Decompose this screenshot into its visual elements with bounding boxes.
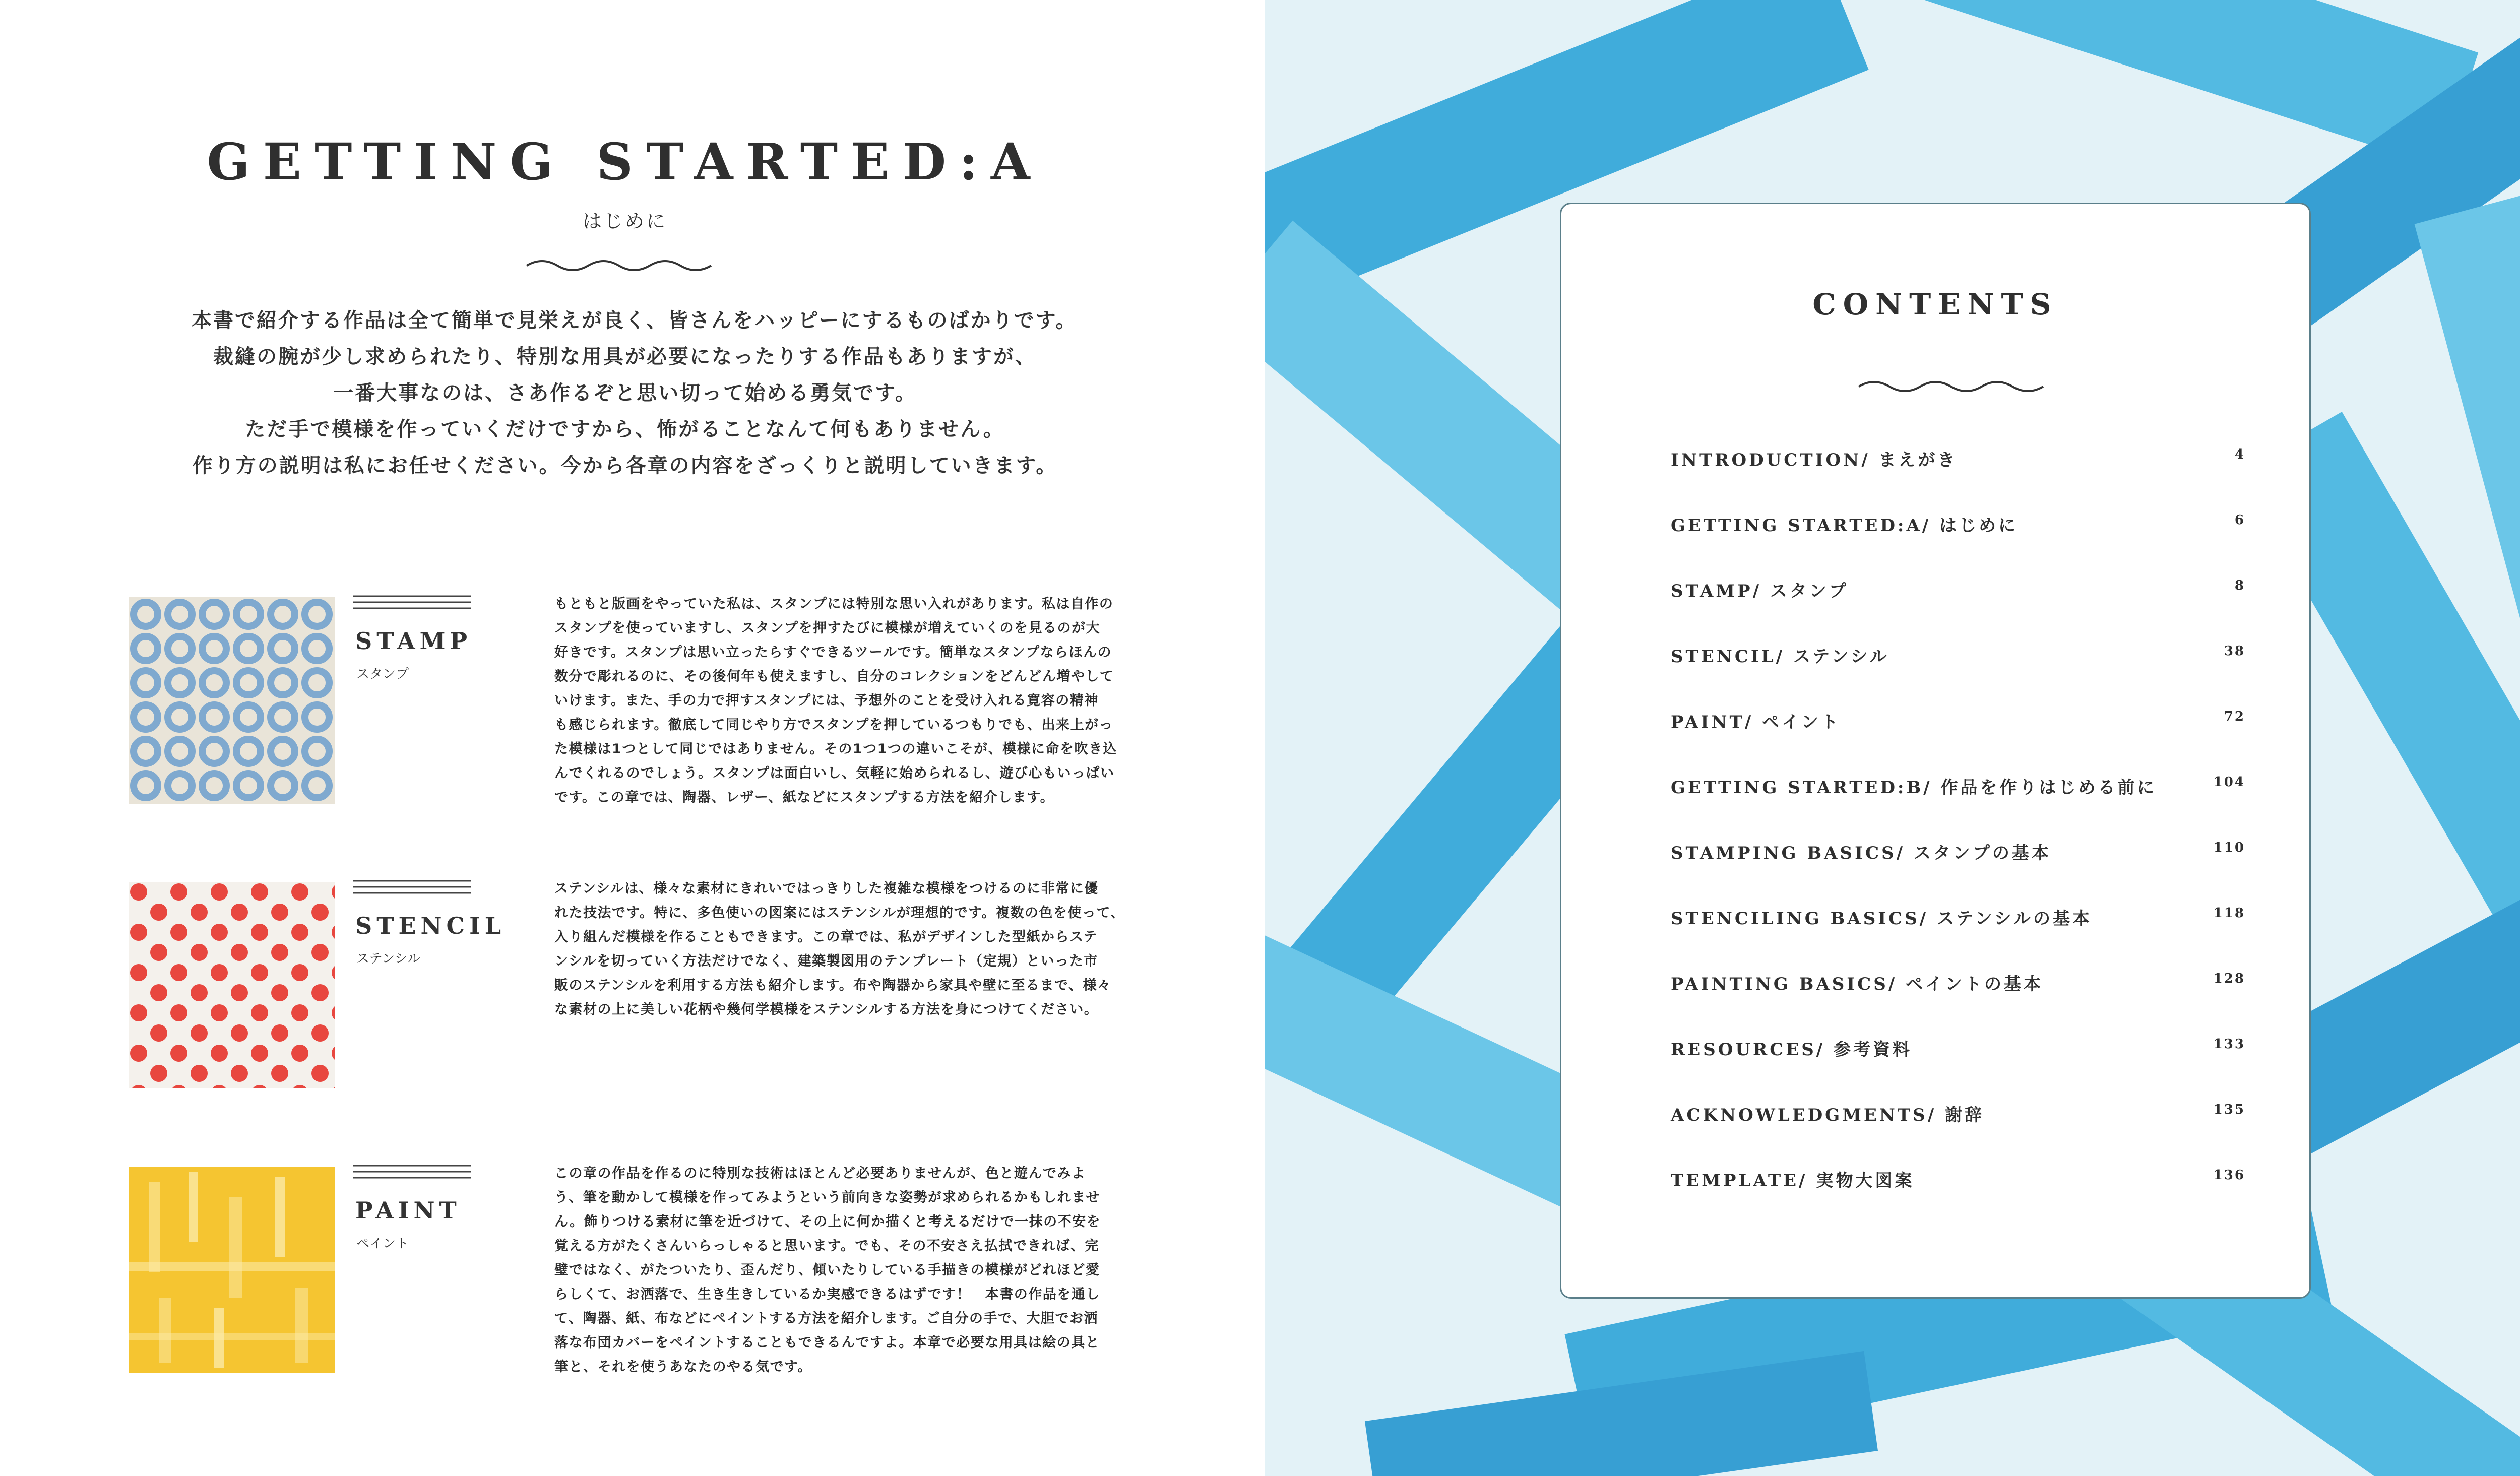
toc-entry[interactable] [1671,970,2245,1000]
section-title: STENCIL [355,912,506,939]
page-subtitle: はじめに [582,210,667,232]
body-line: んでくれるのでしょう。スタンプは面白いし、気軽に始められるし、遊び心もいっぱい [554,765,1115,781]
toc-page-number: 38 [2224,644,2245,659]
toc-page-number: 118 [2213,906,2245,921]
page-title: GETTING STARTED:A [207,132,1043,191]
toc-entry[interactable] [1671,1167,2245,1197]
paint-section [129,1167,1137,1378]
body-line: 好きです。スタンプは思い立ったらすぐできるツールです。簡単なスタンプならほんの [554,645,1112,660]
toc-page-number: 8 [2234,578,2245,593]
triple-rule-icon [353,1163,471,1183]
body-line: いけます。また、手の力で押すスタンプには、予想外のことを受け入れる寛容の精神 [554,693,1099,709]
triple-rule-icon [353,878,471,898]
toc-page-number: 135 [2213,1102,2245,1117]
intro-line: 作り方の説明は私にお任せください。今から各章の内容をざっくりと説明していきます。 [192,454,1058,477]
toc-page-number: 136 [2213,1168,2245,1183]
toc-label: RESOURCES/ 参考資料 [1671,1040,1913,1060]
toc-label: PAINTING BASICS/ ペイントの基本 [1671,974,2044,994]
toc-label: STAMPING BASICS/ スタンプの基本 [1671,843,2051,863]
toc-page-number: 110 [2213,840,2245,855]
toc-entry[interactable] [1671,1036,2245,1066]
toc-label: INTRODUCTION/ まえがき [1671,450,1958,470]
toc-entry[interactable] [1671,643,2245,673]
toc-entry[interactable] [1671,577,2245,607]
toc-label: GETTING STARTED:B/ 作品を作りはじめる前に [1671,778,2157,798]
toc-label: GETTING STARTED:A/ はじめに [1671,516,2019,536]
intro-line: ただ手で模様を作っていくだけですから、怖がることなんて何もありません。 [245,418,1005,441]
section-kana: ステンシル [356,951,420,967]
section-kana: ペイント [356,1236,409,1251]
section-kana: スタンプ [356,667,409,682]
contents-panel [1560,203,2311,1299]
paint-pattern-image [129,1167,335,1373]
toc-page-number: 4 [2234,447,2245,462]
stencil-section [129,882,1137,1094]
wave-divider-icon [524,254,716,275]
right-page [1265,0,2520,1476]
toc-label: ACKNOWLEDGMENTS/ 謝辞 [1671,1105,1984,1125]
toc-label: STENCIL/ ステンシル [1671,647,1889,667]
body-line: です。この章では、陶器、レザー、紙などにスタンプする方法を紹介します。 [554,790,1055,805]
body-line: ステンシルは、様々な素材にきれいではっきりした複雑な模様をつけるのに非常に優 [554,881,1099,896]
body-line: 販のステンシルを利用する方法も紹介します。布や陶器から家具や壁に至るまで、様々 [554,978,1112,993]
contents-title: CONTENTS [1812,287,2058,322]
body-line: もともと版画をやっていた私は、スタンプには特別な思い入れがあります。私は自作の [554,596,1114,612]
toc-label: TEMPLATE/ 実物大図案 [1671,1171,1915,1191]
stamp-section [129,597,1137,809]
body-line: れた技法です。特に、多色使いの図案にはステンシルが理想的です。複数の色を使って、 [554,905,1125,921]
body-line: 覚える方がたくさんいらっしゃると思います。でも、その不安さえ払拭できれば、完 [554,1238,1099,1254]
intro-line: 裁縫の腕が少し求められたり、特別な用具が必要になったりする作品もありますが、 [213,345,1037,368]
body-line: 数分で彫れるのに、その後何年も使えますし、自分のコレクションをどんどん増やして [554,669,1114,684]
triple-rule-icon [353,593,471,613]
toc-entry[interactable] [1671,905,2245,935]
section-title: PAINT [355,1197,461,1224]
body-line: ンシルを切っていく方法だけでなく、建築製図用のテンプレート（定規）といった市 [554,953,1098,969]
section-body [554,877,1250,1022]
body-line: 筆と、それを使うあなたのやる気です。 [554,1359,812,1375]
section-body [554,592,1250,810]
toc-label: PAINT/ ペイント [1671,712,1841,732]
toc-page-number: 6 [2234,512,2245,528]
toc-entry[interactable] [1671,839,2245,869]
toc-page-number: 128 [2213,971,2245,986]
stencil-pattern-image [129,882,335,1088]
intro-line: 一番大事なのは、さあ作るぞと思い切って始める勇気です。 [333,381,917,405]
body-line: う、筆を動かして模様を作ってみようという前向きな姿勢が求められるかもしれませ [554,1190,1100,1205]
body-line: らしくて、お洒落で、生き生きしているか実感できるはずです！ 本書の作品を通し [554,1287,1100,1302]
toc-entry[interactable] [1671,446,2245,476]
section-body [554,1162,1250,1379]
body-line: ん。飾りつける素材に筆を近づけて、その上に何か描くと考えるだけで一抹の不安を [554,1214,1101,1230]
toc-page-number: 104 [2213,775,2245,790]
body-line: も感じられます。徹底して同じやり方でスタンプを押しているつもりでも、出来上がっ [554,717,1114,733]
intro-paragraph [192,302,1078,484]
body-line: て、陶器、紙、布などにペイントする方法を紹介します。ご自分の手で、大胆でお洒 [554,1311,1098,1326]
toc-label: STAMP/ スタンプ [1671,581,1849,601]
wave-divider-icon [1856,375,2048,396]
section-title: STAMP [355,627,472,655]
toc-entry[interactable] [1671,1101,2245,1131]
toc-page-number: 72 [2224,709,2245,724]
body-line: た模様は1つとして同じではありません。その1つ1つの違いこそが、模様に命を吹き込 [554,741,1117,757]
toc-page-number: 133 [2213,1037,2245,1052]
intro-line: 本書で紹介する作品は全て簡単で見栄えが良く、皆さんをハッピーにするものばかりです。 [192,309,1078,332]
body-line: 落な布団カバーをペイントすることもできるんですよ。本章で必要な用具は絵の具と [554,1335,1100,1351]
toc-entry[interactable] [1671,511,2245,542]
body-line: 璧ではなく、がたついたり、歪んだり、傾いたりしている手描きの模様がどれほど愛 [554,1262,1100,1278]
body-line: この章の作品を作るのに特別な技術はほとんど必要ありませんが、色と遊んでみよ [554,1166,1086,1181]
body-line: スタンプを使っていますし、スタンプを押すたびに模様が増えていくのを見るのが大 [554,620,1100,636]
body-line: 入り組んだ模様を作ることもできます。この章では、私がデザインした型紙からステ [554,929,1098,945]
toc-label: STENCILING BASICS/ ステンシルの基本 [1671,909,2092,929]
toc-entry[interactable] [1671,708,2245,738]
stamp-pattern-image [129,597,335,804]
toc-entry[interactable] [1671,774,2245,804]
body-line: な素材の上に美しい花柄や幾何学模様をステンシルする方法を身につけてください。 [554,1002,1099,1017]
